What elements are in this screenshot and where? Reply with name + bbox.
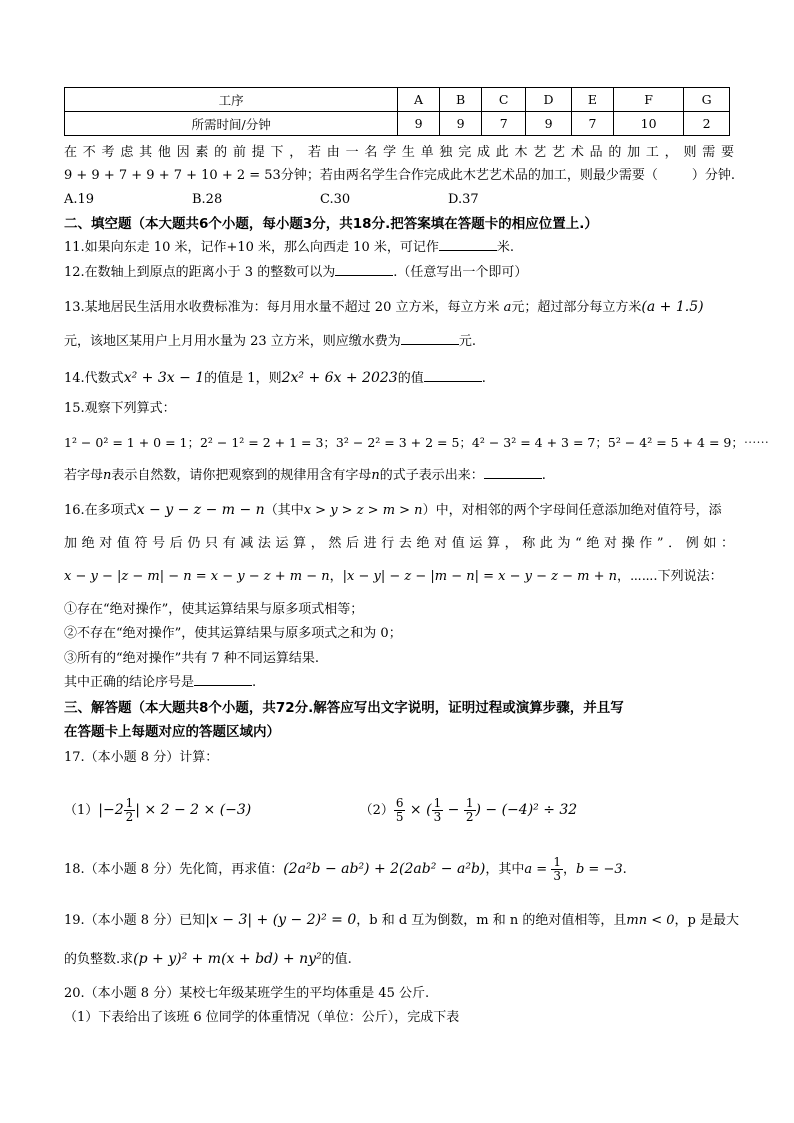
q11 xyxy=(64,238,734,258)
answer-blank xyxy=(335,263,393,276)
q18-b-value: b = −3 xyxy=(575,862,623,877)
q10-options xyxy=(64,190,734,210)
q15-head: 15.观察下列算式： xyxy=(64,401,176,416)
answer-blank xyxy=(439,238,497,251)
q15-text-c: 表示自然数，请你把观察到的规律用含有字母 xyxy=(111,468,372,483)
q17-part1-expr: |−2 $\frac{1}{2}$ | × 2 − 2 × (−3) xyxy=(98,795,252,824)
q14 xyxy=(64,368,734,389)
q20-head: 20.（本小题 8 分）某校七年级某班学生的平均体重是 45 公斤. xyxy=(64,986,430,1001)
q12-text-end: .（任意写出一个即可） xyxy=(393,265,528,280)
table-cell: E xyxy=(571,88,613,112)
q16-item2: ②不存在“绝对操作”，使其运算结果与原多项式之和为 0； xyxy=(64,626,402,641)
q13-text: 13.某地居民生活用水收费标准为：每月用水量不超过 20 立方米，每立方米 xyxy=(64,300,500,315)
q19-mn: mn < 0 xyxy=(626,913,675,928)
q19-text-b: ，b 和 d 互为倒数，m 和 n 的绝对值相等，且 xyxy=(356,913,627,928)
q16-example2: |x − y| − z − |m − n| = x − y − z − m + n xyxy=(342,569,618,584)
q15-text-e: . xyxy=(541,468,546,483)
table-cell: 9 xyxy=(526,112,572,136)
q10-line2 xyxy=(64,166,734,186)
q10-line1: 在不考虑其他因素的前提下，若由一名学生单独完成此木艺艺术品的加工，则需要 xyxy=(64,145,734,160)
table-cell: 工序 xyxy=(65,88,398,112)
q19-line2 xyxy=(64,949,734,970)
q19-text-e: 的值. xyxy=(321,952,352,967)
table-row xyxy=(65,112,730,136)
q13-var: a xyxy=(503,300,512,315)
q16-examples: x − y − |z − m| − n = x − y − z + m − n，|x − y| − z − |m − n| = x − y − z − m + n，⋯⋯.下列说法： xyxy=(64,569,723,584)
q12-text: 12.在数轴上到原点的距离小于 3 的整数可以为 xyxy=(64,265,336,280)
q13-text-d: 元. xyxy=(458,334,476,349)
q16-text: 16.在多项式 xyxy=(64,503,137,518)
q10-text: 分钟；若由两名学生合作完成此木艺艺术品的加工，则最少需要（ xyxy=(280,168,658,183)
q17-part2-expr: $\frac{6}{5}$ × ( $\frac{1}{3}$ − $\frac{1}{2}$ ) − (−4)² ÷ 32 xyxy=(395,795,578,824)
q14-expr2: 2x² + 6x + 2023 xyxy=(281,370,398,386)
q11-text-end: 米. xyxy=(496,240,514,255)
q14-text: 14.代数式 xyxy=(64,371,124,386)
q18-text-d: . xyxy=(622,862,627,877)
answer-blank xyxy=(484,466,542,479)
q16-text-b: （其中 xyxy=(264,503,304,518)
q13-expr: (a + 1.5) xyxy=(641,299,704,315)
answer-blank xyxy=(424,369,482,382)
q18 xyxy=(64,852,734,886)
process-time-table xyxy=(64,87,730,136)
table-cell: G xyxy=(684,88,730,112)
q18-a-value: a = $\frac{1}{3}$ xyxy=(524,855,561,883)
q11-text: 11.如果向东走 10 米，记作+10 米，那么向西走 10 米，可记作 xyxy=(64,240,439,255)
answer-blank xyxy=(401,332,459,345)
table-cell: C xyxy=(482,88,526,112)
q16-example1: x − y − |z − m| − n = x − y − z + m − n xyxy=(64,569,330,584)
section3-title-line1: 三、解答题（本大题共8个小题，共72分.解答应写出文字说明，证明过程或演算步骤，并且写 xyxy=(64,700,624,716)
q12 xyxy=(64,263,734,283)
q17-part2-label: （2） xyxy=(359,803,394,818)
q17-parts xyxy=(64,788,734,832)
q20-part1: （1）下表给出了该班 6 位同学的体重情况（单位：公斤），完成下表 xyxy=(64,1010,460,1025)
table-cell: 10 xyxy=(614,112,684,136)
q15-prompt xyxy=(64,466,734,486)
q14-text-b: 的值是 1，则 xyxy=(204,371,282,386)
q16-poly: x − y − z − m − n xyxy=(136,502,265,518)
q14-expr1: x² + 3x − 1 xyxy=(123,370,205,386)
q13-text-b: 元；超过部分每立方米 xyxy=(511,300,642,315)
option-d: D.37 xyxy=(448,192,479,207)
q16-end: 其中正确的结论序号是 . xyxy=(64,675,257,690)
q19-text: 19.（本小题 8 分）已知 xyxy=(64,913,206,928)
q18-text-b: ，其中 xyxy=(485,862,525,877)
q15-text-d: 的式子表示出来： xyxy=(379,468,484,483)
q15-text: 若字母 xyxy=(64,468,104,483)
table-cell: 7 xyxy=(482,112,526,136)
option-c: C.30 xyxy=(320,192,351,207)
table-cell: 所需时间/分钟 xyxy=(65,112,398,136)
q10-text-end: ）分钟. xyxy=(691,168,735,183)
q14-text-c: 的值 xyxy=(397,371,424,386)
answer-blank xyxy=(194,673,252,686)
table-cell: A xyxy=(398,88,440,112)
q17-head: 17.（本小题 8 分）计算： xyxy=(64,750,219,765)
q19-text-d: 的负整数.求 xyxy=(64,952,134,967)
q19-line1 xyxy=(64,910,739,931)
q16-text-end: 其中正确的结论序号是 xyxy=(64,675,195,690)
table-header-row xyxy=(65,88,730,112)
q16-line1 xyxy=(64,500,734,521)
q15-var: n xyxy=(371,468,380,483)
table-cell: B xyxy=(439,88,481,112)
q13-line1 xyxy=(64,297,734,318)
q18-expr: (2a²b − ab²) + 2(2ab² − a²b) xyxy=(283,861,486,877)
table-cell: 9 xyxy=(398,112,440,136)
q13-line2 xyxy=(64,332,734,352)
section2-title: 二、填空题（本大题共6个小题，每小题3分，共18分.把答案填在答题卡的相应位置上.） xyxy=(64,216,598,232)
q17-part1-label: （1） xyxy=(64,803,99,818)
q16-text-ex3: ，⋯⋯.下列说法： xyxy=(617,569,723,584)
table-cell: 2 xyxy=(684,112,730,136)
q16-line2: 加绝对值符号后仍只有减法运算，然后进行去绝对值运算，称此为“绝对操作”．例如： xyxy=(64,536,734,551)
table-cell: 9 xyxy=(439,112,481,136)
option-b: B.28 xyxy=(192,192,223,207)
option-a: A.19 xyxy=(64,192,95,207)
q16-cond: x > y > z > m > n xyxy=(303,503,423,518)
section3-title-line2: 在答题卡上每题对应的答题区域内） xyxy=(64,724,280,740)
table-cell: D xyxy=(526,88,572,112)
q19-text-c: ，p 是最大 xyxy=(674,913,739,928)
q13-text-c: 元，该地区某用户上月用水量为 23 立方米，则应缴水费为 xyxy=(64,334,401,349)
q15-equations: 1² − 0² = 1 + 0 = 1；2² − 1² = 2 + 1 = 3；3² − 2² = 3 + 2 = 5；4² − 3² = 4 + 3 = 7；5² − 4² = 5 + 4 = 9；⋯⋯ xyxy=(64,435,769,450)
q14-text-d: . xyxy=(481,371,486,386)
table-cell: 7 xyxy=(571,112,613,136)
q18-text: 18.（本小题 8 分）先化简，再求值： xyxy=(64,862,284,877)
q16-item1: ①存在“绝对操作”，使其运算结果与原多项式相等； xyxy=(64,602,364,617)
q19-expr2: (p + y)² + m(x + bd) + ny² xyxy=(133,951,322,967)
q15-var: n xyxy=(103,468,112,483)
q16-item3: ③所有的“绝对操作”共有 7 种不同运算结果. xyxy=(64,651,319,666)
q19-expr: |x − 3| + (y − 2)² = 0 xyxy=(205,912,357,928)
q16-text-c: ）中，对相邻的两个字母间任意添加绝对值符号，添 xyxy=(422,503,722,518)
q10-sum: 9 + 9 + 7 + 9 + 7 + 10 + 2 = 53 xyxy=(64,168,281,183)
q18-text-c: ， xyxy=(562,862,576,877)
table-cell: F xyxy=(614,88,684,112)
